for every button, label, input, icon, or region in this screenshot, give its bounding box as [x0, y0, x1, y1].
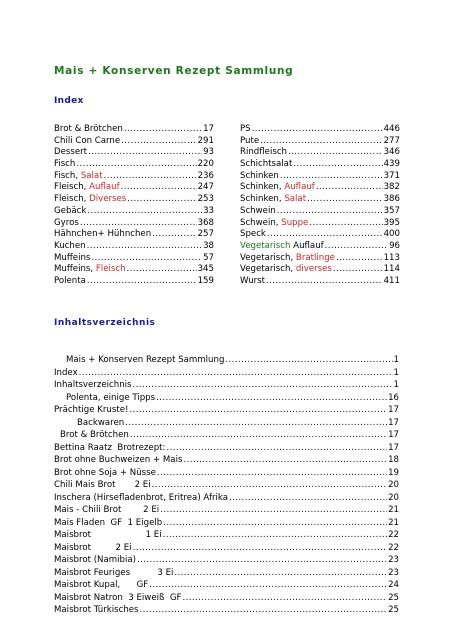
index-heading: Index: [54, 96, 84, 106]
toc-entry[interactable]: [54, 604, 399, 617]
index-entry[interactable]: [240, 159, 400, 171]
index-entry-name: [54, 241, 86, 253]
toc-entry[interactable]: [54, 517, 399, 530]
index-entry-page: 446: [383, 124, 400, 134]
index-entry-part: Suppe: [281, 217, 309, 228]
toc-entry-title: Backwaren: [77, 417, 125, 428]
dot-leader: [124, 124, 202, 136]
index-entry-name: [240, 147, 287, 159]
toc-entry-page: 23: [388, 555, 399, 565]
toc-entry-page: 20: [388, 492, 399, 503]
dot-leader: [127, 194, 196, 206]
dot-leader: [149, 579, 387, 592]
index-entry[interactable]: [240, 276, 400, 288]
index-entry-part: Schwein: [240, 205, 276, 216]
index-entry[interactable]: [54, 124, 214, 136]
index-entry-page: 346: [383, 147, 400, 158]
index-entry-page: 386: [383, 194, 400, 205]
dot-leader: [160, 504, 387, 517]
dot-leader: [130, 429, 387, 442]
toc-entry-title: Maisbrot 1 Ei: [54, 530, 162, 540]
index-entry-part: Polenta: [54, 275, 86, 286]
index-entry[interactable]: [54, 171, 214, 183]
index-entry-part: Diverses: [89, 194, 127, 205]
index-entry-name: [240, 276, 265, 288]
index-entry-name: [240, 124, 251, 136]
index-entry-name: [54, 159, 75, 171]
toc-entry[interactable]: [54, 379, 399, 392]
index-entry[interactable]: [54, 159, 214, 171]
index-entry-page: 439: [383, 159, 400, 170]
toc-entry-page: 25: [388, 592, 399, 603]
dot-leader: [87, 241, 203, 253]
index-entry-page: 57: [203, 252, 214, 263]
index-entry[interactable]: [54, 136, 214, 148]
index-entry[interactable]: [240, 171, 400, 183]
index-entry-part: Salat: [284, 194, 307, 205]
index-entry-name: [54, 124, 123, 136]
dot-leader: [166, 442, 387, 455]
toc-entry-page: 18: [388, 455, 399, 465]
index-entry-part: Schichtsalat: [240, 159, 293, 170]
index-entry-page: 382: [383, 182, 400, 193]
index-entry-part: Gebäck: [54, 205, 87, 216]
index-entry-name: [54, 276, 86, 288]
toc-entry-title: Prächtige Kruste!: [54, 405, 129, 415]
index-entry[interactable]: [54, 147, 214, 159]
toc-entry-page: 17: [388, 430, 399, 440]
toc-entry[interactable]: [54, 567, 399, 580]
toc-entry-page: 1: [393, 380, 399, 390]
toc-entry[interactable]: [54, 429, 399, 442]
toc-entry-title: Mais - Chili Brot 2 Ei: [54, 505, 160, 515]
index-entry-part: Fisch: [54, 159, 76, 170]
toc-entry-page: 17: [388, 417, 399, 428]
toc-entry-title: Brot & Brötchen: [60, 430, 129, 440]
dot-leader: [266, 276, 383, 288]
index-entry-name: [240, 229, 266, 241]
toc-entry[interactable]: [54, 392, 399, 405]
index-entry-part: Vegetarisch,: [240, 264, 296, 275]
toc-entry-page: 19: [388, 467, 399, 478]
index-entry-part: Dessert: [54, 147, 88, 158]
index-entry-name: [240, 159, 292, 171]
index-entry-page: 247: [197, 182, 214, 193]
index-entry[interactable]: [240, 229, 400, 241]
toc-entry[interactable]: [54, 492, 399, 505]
toc-entry-page: 1: [393, 367, 399, 378]
index-entry-part: Bratlinge: [295, 252, 335, 263]
dot-leader: [316, 182, 383, 194]
index-entry-part: Hähnchen+ Hühnchen: [54, 229, 152, 240]
toc-entry-title: Maisbrot Türkisches: [54, 605, 139, 615]
index-entry-part: Muffeins,: [54, 264, 96, 275]
index-entry-page: 33: [203, 205, 214, 216]
index-entry-name: [240, 171, 279, 183]
toc-entry-title: Maisbrot Natron 3 Eiweiß GF: [54, 592, 182, 603]
index-entry-part: Auflauf: [89, 182, 120, 193]
toc-entry-page: 25: [388, 605, 399, 615]
toc-entry-page: 23: [388, 567, 399, 578]
dot-leader: [125, 417, 387, 430]
index-entry-page: 371: [383, 170, 400, 181]
dot-leader: [182, 592, 387, 605]
index-entry-name: [54, 171, 103, 183]
index-entry[interactable]: [54, 218, 214, 230]
index-entry-page: 114: [383, 264, 400, 275]
dot-leader: [133, 542, 387, 555]
index-entry-part: Schinken: [240, 170, 279, 181]
index-entry-page: 400: [383, 229, 400, 240]
toc-entry[interactable]: [54, 354, 399, 367]
dot-leader: [174, 567, 387, 580]
dot-leader: [225, 354, 392, 367]
dot-leader: [333, 264, 383, 276]
index-entry-part: Brot & Brötchen: [54, 124, 123, 134]
index-entry[interactable]: [240, 147, 400, 159]
index-entry-name: [240, 194, 306, 206]
toc-entry-page: 17: [388, 442, 399, 453]
dot-leader: [76, 159, 196, 171]
dot-leader: [88, 147, 202, 159]
index-entry-part: diverses: [295, 264, 332, 275]
index-entry-page: 411: [383, 275, 400, 286]
dot-leader: [309, 218, 382, 230]
dot-leader: [293, 159, 382, 171]
index-column-right: [240, 124, 400, 288]
index-entry[interactable]: [240, 194, 400, 206]
index-entry-name: [54, 147, 87, 159]
index-entry-page: 93: [203, 147, 214, 158]
index-column-left: [54, 124, 214, 288]
toc-entry-title: Brot ohne Soja + Nüsse: [54, 467, 156, 478]
toc-entry-title: Inhaltsverzeichnis: [54, 380, 132, 390]
index-entry-part: Fleisch,: [54, 182, 90, 193]
index-entry[interactable]: [54, 241, 214, 253]
index-entry-part: Salat: [80, 170, 103, 181]
dot-leader: [307, 194, 383, 206]
index-entry[interactable]: [240, 218, 400, 230]
index-entry-part: Rindfleisch: [240, 147, 287, 158]
index-entry-name: [240, 136, 259, 148]
index-entry-page: 357: [383, 205, 400, 216]
index-entry-name: [54, 218, 79, 230]
toc-entry[interactable]: [54, 554, 399, 567]
dot-leader: [129, 404, 387, 417]
dot-leader: [104, 171, 197, 183]
index-entry-part: Schwein,: [240, 217, 282, 228]
index-entry-part: Fleisch,: [54, 194, 90, 205]
dot-leader: [277, 206, 383, 218]
index-entry-part: Vegetarisch: [240, 240, 291, 251]
index-entry-part: Auflauf: [290, 240, 324, 251]
dot-leader: [140, 604, 388, 617]
toc-entry[interactable]: [54, 442, 399, 455]
index-entry[interactable]: [54, 264, 214, 276]
toc-entry[interactable]: [54, 479, 399, 492]
index-entry-page: 236: [197, 170, 214, 181]
index-entry[interactable]: [240, 253, 400, 265]
index-entry[interactable]: [54, 276, 214, 288]
index-entry-part: Auflauf: [284, 182, 315, 193]
toc-entry-title: Brot ohne Buchweizen + Mais: [54, 455, 183, 465]
dot-leader: [260, 136, 382, 148]
index-entry-part: Chili Con Carne: [54, 135, 121, 146]
index-entry-name: [240, 182, 315, 194]
dot-leader: [91, 253, 202, 265]
index-entry-page: 38: [203, 240, 214, 251]
index-entry[interactable]: [54, 253, 214, 265]
toc-entry[interactable]: [54, 417, 399, 430]
index-entry-part: Gyros: [54, 217, 79, 228]
toc-entry-page: 20: [388, 480, 399, 490]
index-entry-name: [54, 136, 120, 148]
index-entry-name: [54, 194, 126, 206]
toc-entry[interactable]: [54, 504, 399, 517]
index-entry-page: 159: [197, 275, 214, 286]
toc-entry-title: Maisbrot Feuriges 3 Ei: [54, 567, 174, 578]
index-entry-name: [240, 264, 332, 276]
index-entry[interactable]: [54, 194, 214, 206]
dot-leader: [137, 554, 387, 567]
index-entry-page: 395: [383, 217, 400, 228]
index-entry[interactable]: [240, 124, 400, 136]
toc-entry[interactable]: [54, 592, 399, 605]
dot-leader: [80, 218, 197, 230]
toc-entry-page: 16: [388, 392, 399, 403]
dot-leader: [87, 276, 197, 288]
dot-leader: [152, 229, 196, 241]
index-entry[interactable]: [240, 182, 400, 194]
toc-entry[interactable]: [54, 454, 399, 467]
dot-leader: [336, 253, 383, 265]
toc-entry-title: Mais + Konserven Rezept Sammlung: [66, 355, 225, 365]
index-entry-page: 257: [197, 229, 214, 240]
toc-entry[interactable]: [54, 404, 399, 417]
dot-leader: [183, 454, 387, 467]
dot-leader: [157, 467, 387, 480]
toc-entry[interactable]: [54, 542, 399, 555]
toc-entry-page: 24: [388, 580, 399, 590]
index-entry-page: 291: [197, 135, 214, 146]
toc-heading: Inhaltsverzeichnis: [54, 318, 156, 328]
index-entry-part: Schinken,: [240, 194, 285, 205]
index-entry-page: 96: [389, 240, 400, 251]
dot-leader: [280, 171, 383, 183]
document-title: Mais + Konserven Rezept Sammlung: [54, 65, 294, 77]
toc-entry[interactable]: [54, 467, 399, 480]
index-entry[interactable]: [54, 229, 214, 241]
index-entry-part: Vegetarisch,: [240, 252, 296, 263]
index-entry-part: Schinken,: [240, 182, 285, 193]
dot-leader: [133, 379, 393, 392]
index-entry[interactable]: [240, 264, 400, 276]
index-entry-part: PS: [240, 124, 251, 134]
index-entry-part: Fisch,: [54, 170, 81, 181]
toc-entry-title: Maisbrot 2 Ei: [54, 542, 132, 553]
index-entry-part: Muffeins: [54, 252, 91, 263]
toc-entry-title: Polenta, einige Tipps: [66, 392, 156, 403]
index-entry-page: 345: [197, 264, 214, 275]
index-entry-name: [54, 264, 126, 276]
index-entry[interactable]: [240, 136, 400, 148]
index-entry-page: 113: [383, 252, 400, 263]
index-entry-part: Kuchen: [54, 240, 86, 251]
toc-entry-title: Index: [54, 367, 78, 378]
dot-leader: [127, 264, 197, 276]
toc-entry[interactable]: [54, 367, 399, 380]
index-entry[interactable]: [54, 182, 214, 194]
dot-leader: [163, 517, 387, 530]
toc-entry-title: Maisbrot (Namibia): [54, 555, 136, 565]
toc-entry-title: Mais Fladen GF 1 Eigelb: [54, 517, 163, 528]
dot-leader: [267, 229, 383, 241]
table-of-contents: [54, 354, 399, 617]
index-entry-name: [54, 229, 151, 241]
dot-leader: [163, 529, 387, 542]
index-entry-page: 368: [197, 217, 214, 228]
index-entry-part: Pute: [240, 135, 260, 146]
index-entry-name: [54, 253, 90, 265]
dot-leader: [121, 182, 197, 194]
toc-entry-page: 22: [388, 542, 399, 553]
toc-entry-page: 1: [393, 355, 399, 365]
toc-entry-title: Bettina Raatz Brotrezept:: [54, 442, 166, 453]
dot-leader: [121, 136, 196, 148]
toc-entry[interactable]: [54, 579, 399, 592]
toc-entry-page: 21: [388, 505, 399, 515]
dot-leader: [87, 206, 202, 218]
dot-leader: [152, 479, 387, 492]
dot-leader: [252, 124, 383, 136]
index-entry[interactable]: [240, 206, 400, 218]
toc-entry-title: Chili Mais Brot 2 Ei: [54, 480, 151, 490]
index-entry[interactable]: [54, 206, 214, 218]
dot-leader: [79, 367, 393, 380]
index-entry[interactable]: [240, 241, 400, 253]
index-entry-page: 17: [203, 124, 214, 134]
index-entry-name: [54, 206, 86, 218]
dot-leader: [288, 147, 383, 159]
toc-entry-page: 22: [388, 530, 399, 540]
dot-leader: [229, 492, 387, 505]
toc-entry-page: 17: [388, 405, 399, 415]
index-entry-page: 253: [197, 194, 214, 205]
dot-leader: [156, 392, 387, 405]
index-entry-page: 220: [197, 159, 214, 170]
index-entry-page: 277: [383, 135, 400, 146]
toc-entry-title: Inschera (Hirsefladenbrot, Eritrea) Afrika: [54, 492, 229, 503]
index-entry-name: [54, 182, 120, 194]
dot-leader: [325, 241, 388, 253]
toc-entry[interactable]: [54, 529, 399, 542]
index-entry-name: [240, 241, 324, 253]
index-entry-part: Wurst: [240, 275, 266, 286]
index-entry-part: Fleisch: [95, 264, 126, 275]
index-entry-name: [240, 206, 276, 218]
index-entry-name: [240, 253, 335, 265]
toc-entry-title: Maisbrot Kupal, GF: [54, 580, 149, 590]
index-entry-part: Speck: [240, 229, 266, 240]
index-entry-name: [240, 218, 308, 230]
toc-entry-page: 21: [388, 517, 399, 528]
